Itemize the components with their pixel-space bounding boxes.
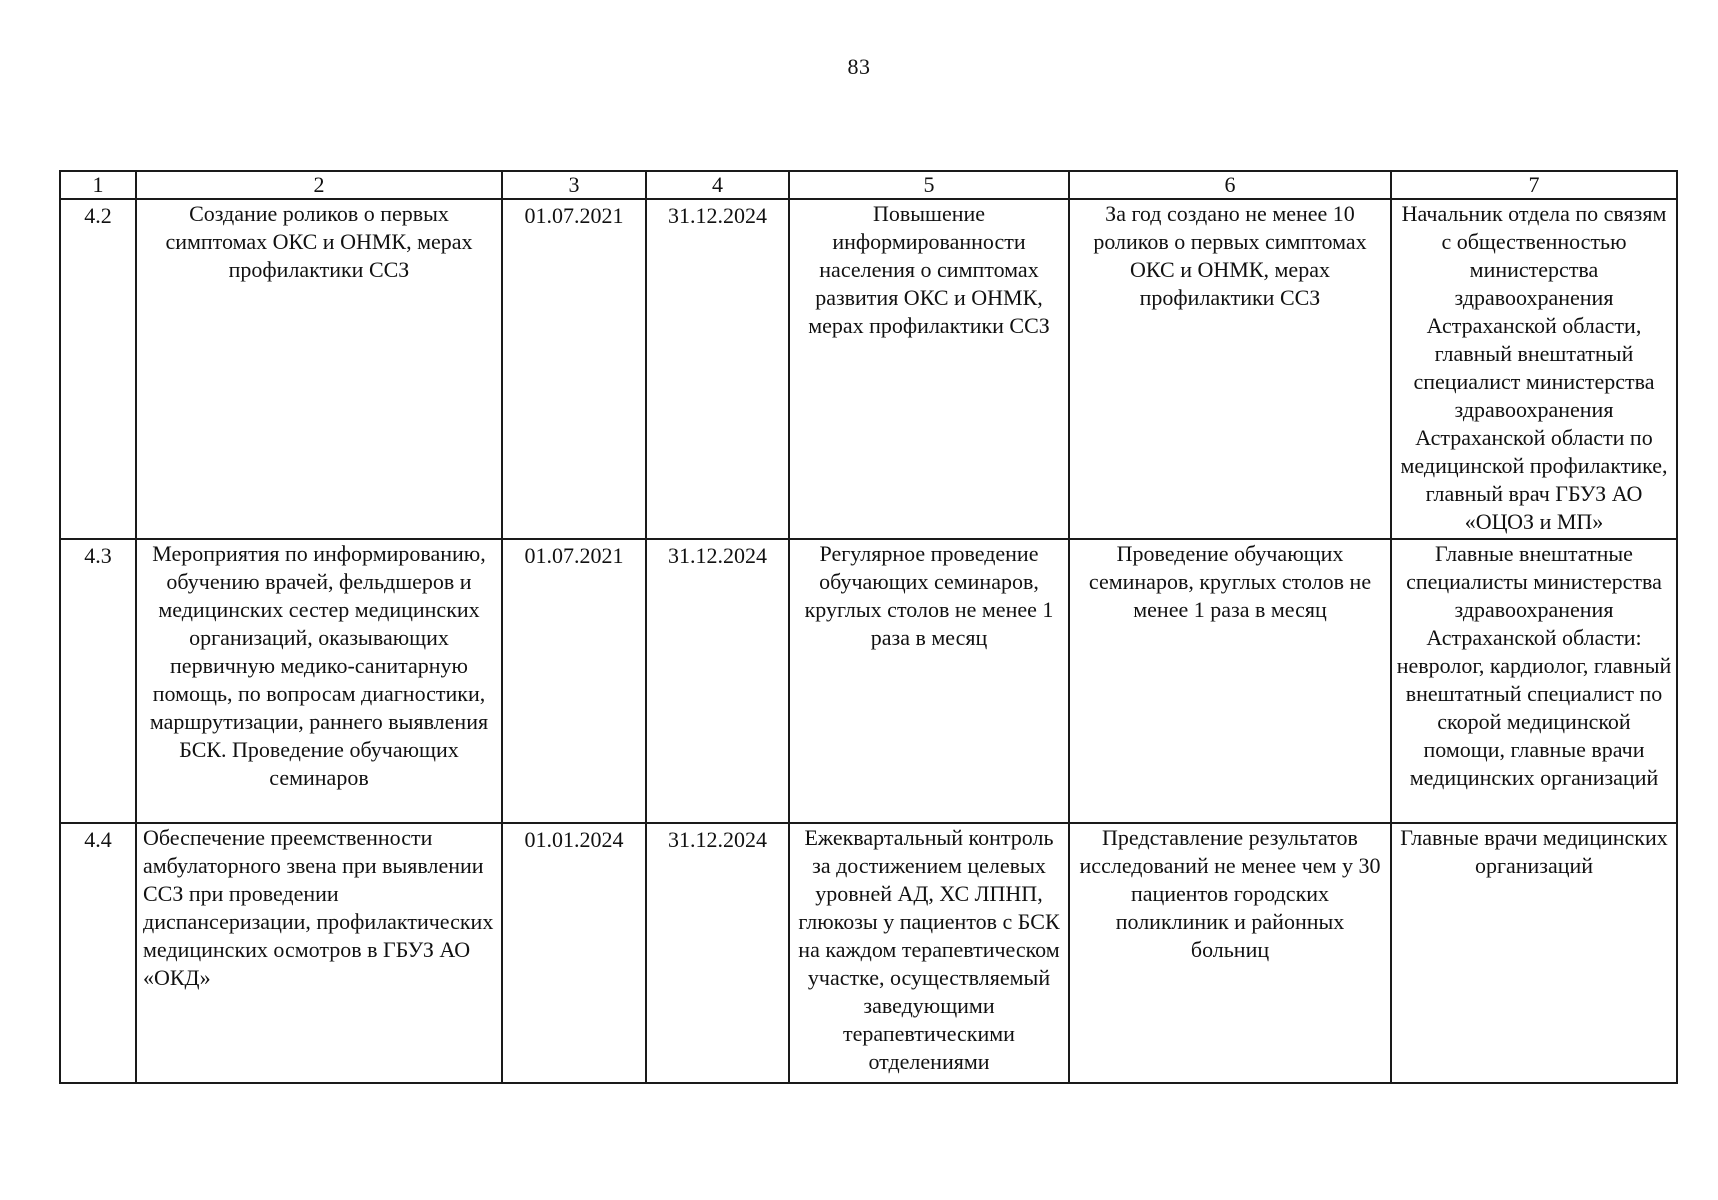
column-header-3: 3 [502,171,646,199]
start-date: 01.07.2021 [502,539,646,823]
page-number: 83 [847,54,871,79]
table-row [60,199,1677,539]
expected-result: Ежеквартальный контроль за достижением целевых уровней АД, ХС ЛПНП, глюкозы у пациентов с БСК на каждом терапевтическом участке, осуществляемый заведующими терапевтическими отделениями [789,823,1069,1083]
start-date: 01.07.2021 [502,199,646,539]
item-number: 4.4 [60,823,136,1083]
end-date: 31.12.2024 [646,539,789,823]
indicator: Представление результатов исследований не менее чем у 30 пациентов городских поликлиник и районных больниц [1069,823,1391,1083]
table-row [60,539,1677,823]
column-header-6: 6 [1069,171,1391,199]
measures-table [59,170,1678,1084]
end-date: 31.12.2024 [646,199,789,539]
responsible: Главные внештатные специалисты министерства здравоохранения Астраханской области: невролог, кардиолог, главный внештатный специалист по скорой медицинской помощи, главные врачи медицинских организаций [1391,539,1677,823]
end-date: 31.12.2024 [646,823,789,1083]
expected-result: Регулярное проведение обучающих семинаров, круглых столов не менее 1 раза в месяц [789,539,1069,823]
column-header-5: 5 [789,171,1069,199]
measure-name: Мероприятия по информированию, обучению врачей, фельдшеров и медицинских сестер медицинских организаций, оказывающих первичную медико-санитарную помощь, по вопросам диагностики, маршрутизации, раннего выявления БСК. Проведение обучающих семинаров [136,539,502,823]
indicator: Проведение обучающих семинаров, круглых столов не менее 1 раза в месяц [1069,539,1391,823]
responsible: Главные врачи медицинских организаций [1391,823,1677,1083]
expected-result: Повышение информированности населения о симптомах развития ОКС и ОНМК, мерах профилактики ССЗ [789,199,1069,539]
column-header-7: 7 [1391,171,1677,199]
item-number: 4.3 [60,539,136,823]
responsible: Начальник отдела по связям с общественностью министерства здравоохранения Астраханской области, главный внештатный специалист министерства здравоохранения Астраханской области по медицинской профилактике, главный врач ГБУЗ АО «ОЦОЗ и МП» [1391,199,1677,539]
start-date: 01.01.2024 [502,823,646,1083]
item-number: 4.2 [60,199,136,539]
table-row [60,823,1677,1083]
measure-name: Обеспечение преемственности амбулаторного звена при выявлении ССЗ при проведении диспансеризации, профилактических медицинских осмотров в ГБУЗ АО «ОКД» [136,823,502,1083]
measure-name: Создание роликов о первых симптомах ОКС и ОНМК, мерах профилактики ССЗ [136,199,502,539]
column-header-4: 4 [646,171,789,199]
indicator: За год создано не менее 10 роликов о первых симптомах ОКС и ОНМК, мерах профилактики ССЗ [1069,199,1391,539]
column-header-2: 2 [136,171,502,199]
column-header-1: 1 [60,171,136,199]
column-number-row [60,171,1677,199]
